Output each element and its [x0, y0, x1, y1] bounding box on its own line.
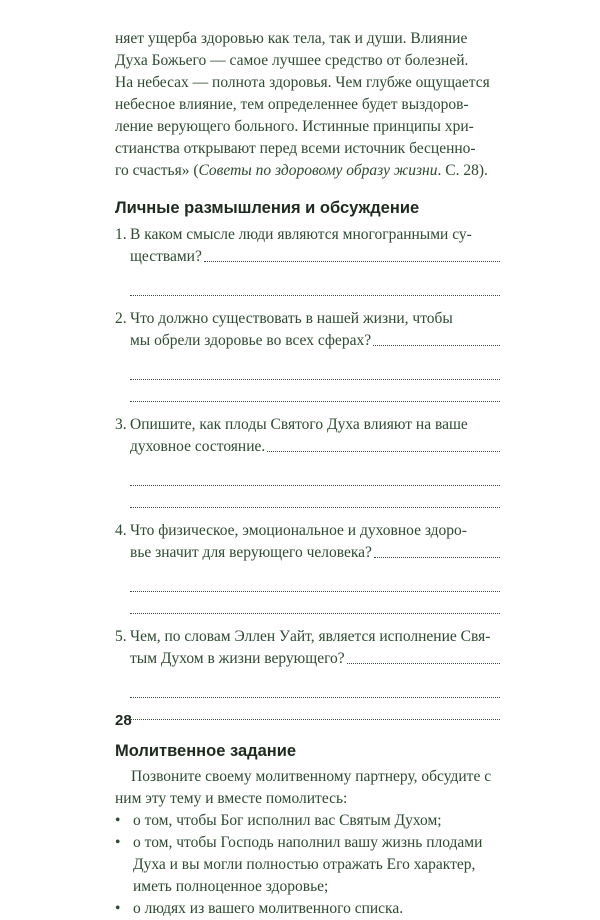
intro-line: На небесах — полнота здоровья. Чем глубже ощущается	[115, 74, 490, 91]
question-item	[115, 224, 500, 268]
question-text: Чем, по словам Эллен Уайт, является исполнение Свя-	[130, 628, 491, 645]
prayer-item-text: о людях из вашего молитвенного списка.	[133, 900, 404, 917]
bullet-icon: •	[115, 834, 121, 851]
answer-line[interactable]	[130, 380, 500, 402]
question-text: духовное состояние.	[130, 438, 266, 455]
answer-line[interactable]	[130, 274, 500, 296]
question-text: Что физическое, эмоциональное и духовное здоро-	[130, 522, 467, 539]
prayer-list-item	[115, 898, 500, 920]
intro-line: Духа Божьего — самое лучшее средство от болезней.	[115, 52, 469, 69]
question-item	[115, 308, 500, 352]
answer-line[interactable]	[130, 698, 500, 720]
source-ref: . С. 28).	[437, 162, 488, 179]
question-text: тым Духом в жизни верующего?	[130, 650, 345, 667]
intro-line: ление верующего больного. Истинные принципы хри-	[115, 118, 474, 135]
bullet-icon: •	[115, 812, 121, 829]
question-item	[115, 520, 500, 564]
prayer-intro: Позвоните своему молитвенному партнеру, обсудите с ним эту тему и вместе помолитесь:	[115, 768, 492, 807]
answer-line[interactable]	[374, 542, 500, 558]
intro-line: няет ущерба здоровью как тела, так и души. Влияние	[115, 30, 468, 47]
question-item	[115, 414, 500, 458]
question-text: В каком смысле люди являются многогранными су-	[130, 226, 472, 243]
answer-line[interactable]	[130, 464, 500, 486]
question-text: Опишите, как плоды Святого Духа влияют на ваше	[130, 416, 468, 433]
answer-line[interactable]	[347, 648, 500, 664]
question-text: Что должно существовать в нашей жизни, чтобы	[130, 310, 453, 327]
reflection-heading: Личные размышления и обсуждение	[115, 199, 420, 217]
question-number: 5.	[115, 628, 127, 645]
source-title: Советы по здоровому образу жизни	[198, 162, 438, 179]
page-content	[115, 28, 500, 920]
prayer-item-text: о том, чтобы Господь наполнил вашу жизнь плодами Духа и вы могли полностью отражать Его характер, иметь полноценное здоровье;	[133, 834, 483, 895]
prayer-list-item	[115, 810, 500, 832]
prayer-heading: Молитвенное задание	[115, 742, 297, 760]
question-item	[115, 626, 500, 670]
question-number: 4.	[115, 522, 127, 539]
answer-line[interactable]	[267, 436, 500, 452]
answer-line[interactable]	[373, 330, 500, 346]
question-number: 3.	[115, 416, 127, 433]
answer-line[interactable]	[130, 570, 500, 592]
intro-line: го счастья» (	[115, 162, 199, 179]
answer-line[interactable]	[130, 592, 500, 614]
question-number: 2.	[115, 310, 127, 327]
answer-line[interactable]	[130, 358, 500, 380]
question-text: вье значит для верующего человека?	[130, 544, 372, 561]
answer-line[interactable]	[204, 246, 500, 262]
intro-line: небесное влияние, тем определеннее будет выздоров-	[115, 96, 469, 113]
prayer-list-item	[115, 832, 500, 898]
question-text: мы обрели здоровье во всех сферах?	[130, 332, 372, 349]
answer-line[interactable]	[130, 486, 500, 508]
intro-line: стианства открывают перед всеми источник бесценно-	[115, 140, 476, 157]
answer-line[interactable]	[130, 676, 500, 698]
intro-paragraph	[115, 28, 500, 182]
question-text: ществами?	[130, 248, 202, 265]
prayer-list	[115, 810, 500, 920]
question-number: 1.	[115, 226, 127, 243]
bullet-icon: •	[115, 900, 121, 917]
prayer-item-text: о том, чтобы Бог исполнил вас Святым Духом;	[133, 812, 442, 829]
page-number: 28	[115, 712, 132, 729]
